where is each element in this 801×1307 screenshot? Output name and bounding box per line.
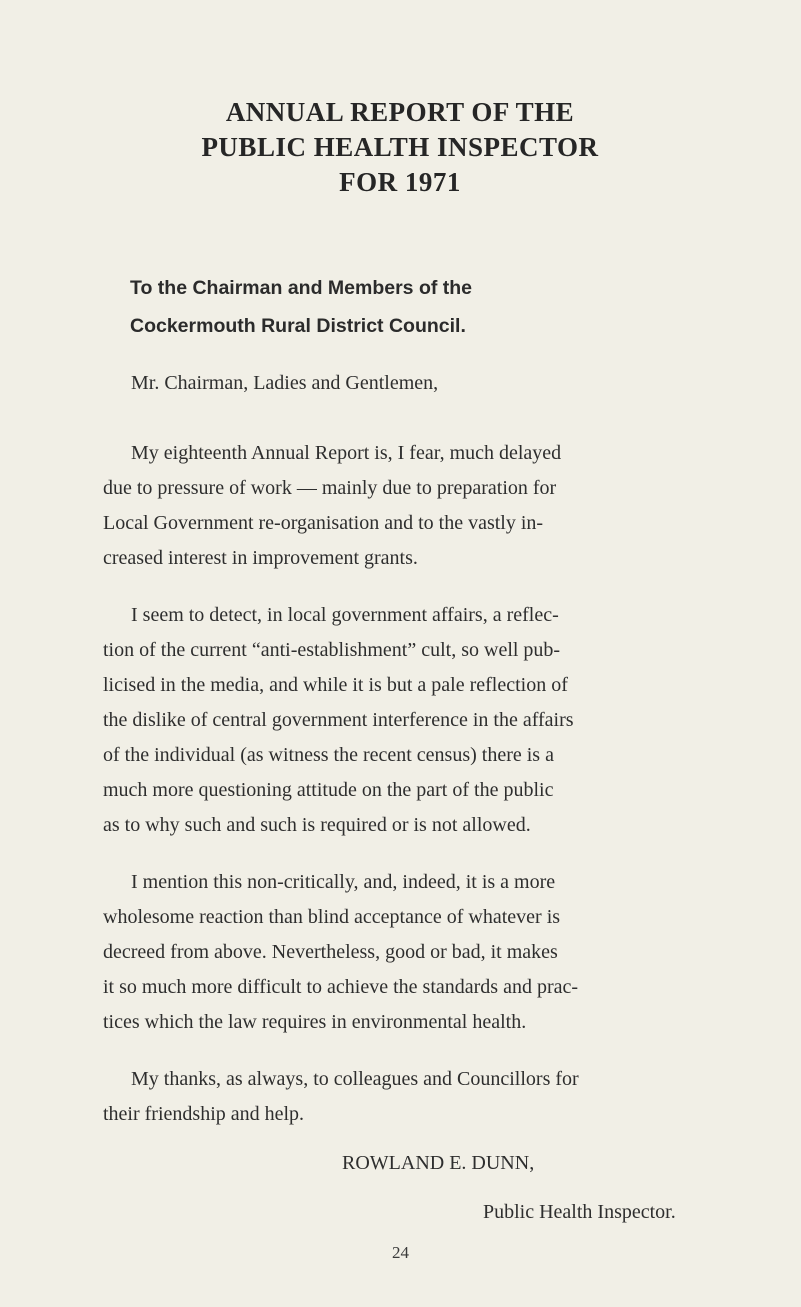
paragraph-line: My thanks, as always, to colleagues and Councillors for xyxy=(131,1068,579,1090)
signature-role: Public Health Inspector. xyxy=(483,1201,676,1223)
paragraph-line: it so much more difficult to achieve the standards and prac- xyxy=(103,976,579,998)
report-title-line-1: ANNUAL REPORT OF THE xyxy=(225,97,575,127)
paragraph-line: My eighteenth Annual Report is, I fear, much delayed xyxy=(131,442,562,464)
page-number: 24 xyxy=(392,1243,409,1262)
paragraph-line: due to pressure of work — mainly due to preparation for xyxy=(103,477,557,499)
paragraph-line: decreed from above. Nevertheless, good or bad, it makes xyxy=(103,941,558,963)
paragraph-line: of the individual (as witness the recent census) there is a xyxy=(103,744,554,766)
paragraph-line: Local Government re-organisation and to the vastly in- xyxy=(103,512,544,534)
report-title-line-2: PUBLIC HEALTH INSPECTOR xyxy=(201,132,599,162)
paragraph-line: tices which the law requires in environmental health. xyxy=(103,1011,527,1033)
paragraph-line: I seem to detect, in local government affairs, a reflec- xyxy=(131,604,559,626)
address-line-2: Cockermouth Rural District Council. xyxy=(130,315,466,337)
paragraph-line: their friendship and help. xyxy=(103,1103,305,1125)
signature-name: ROWLAND E. DUNN, xyxy=(342,1152,535,1174)
paragraph-line: much more questioning attitude on the part of the public xyxy=(103,779,554,801)
paragraph-line: wholesome reaction than blind acceptance of whatever is xyxy=(103,906,561,928)
paragraph-line: as to why such and such is required or is not allowed. xyxy=(103,814,531,836)
address-line-1: To the Chairman and Members of the xyxy=(130,277,473,299)
paragraph-line: tion of the current “anti-establishment” cult, so well pub- xyxy=(103,639,561,661)
paragraph-line: the dislike of central government interference in the affairs xyxy=(103,709,574,731)
report-title-line-3: FOR 1971 xyxy=(339,167,461,197)
paragraph-line: I mention this non-critically, and, indeed, it is a more xyxy=(131,871,556,893)
salutation: Mr. Chairman, Ladies and Gentlemen, xyxy=(131,372,439,394)
paragraph-line: creased interest in improvement grants. xyxy=(103,547,418,569)
paragraph-line: licised in the media, and while it is but a pale reflection of xyxy=(103,674,568,696)
